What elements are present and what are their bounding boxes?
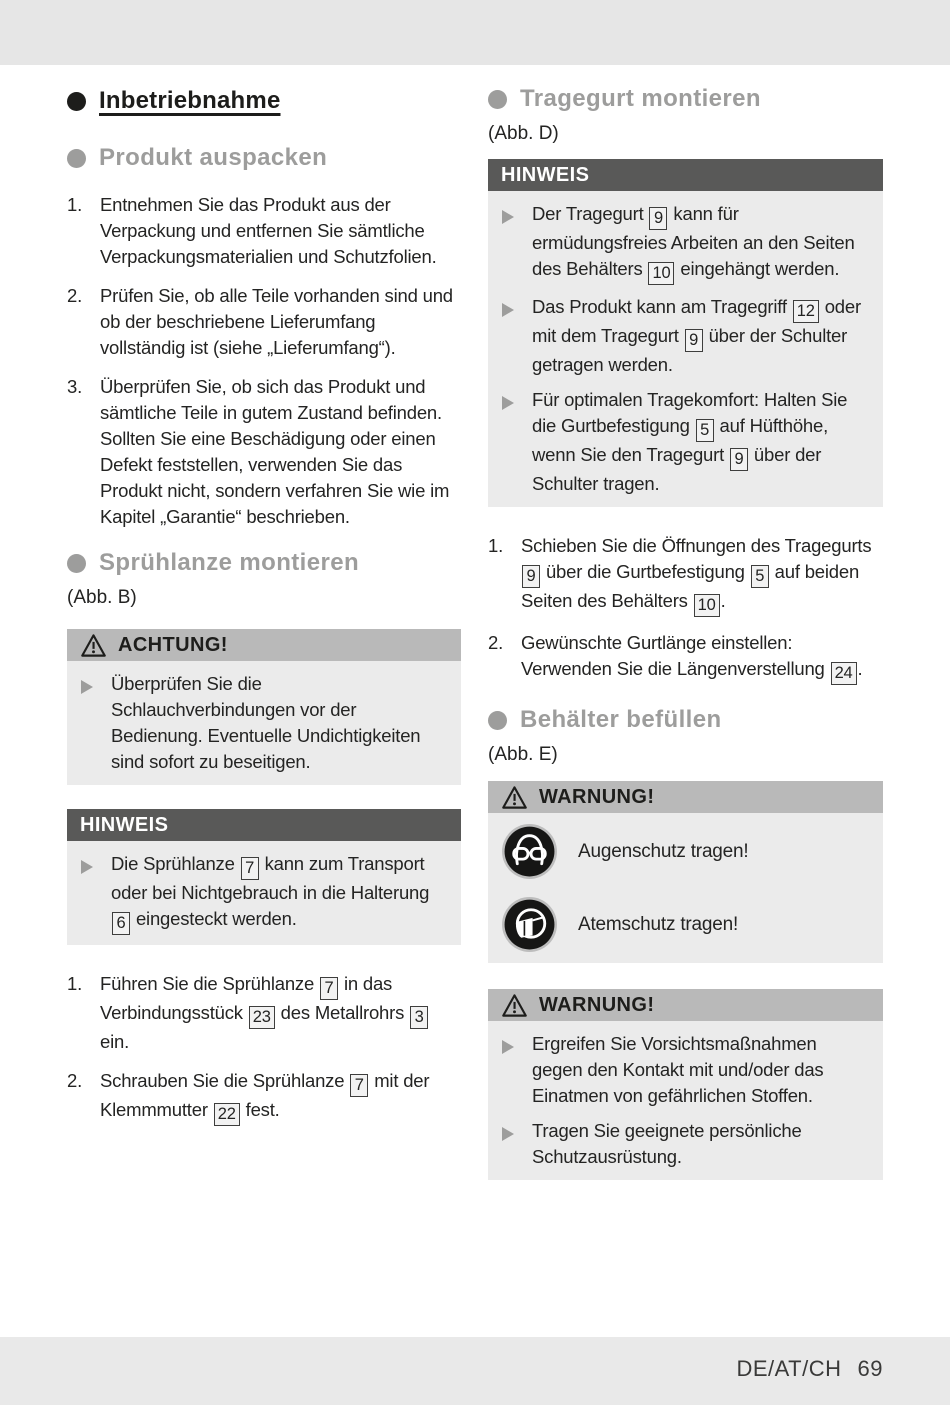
part-number-ref: 6 (112, 912, 130, 935)
bullet-text: Für optimalen Tragekomfort: Halten Sie die Gurtbefestigung 5 auf Hüfthöhe, wenn Sie den Tragegurt 9 über der Schulter tragen. (532, 389, 848, 494)
list-item (488, 533, 883, 617)
step-text: Schieben Sie die Öffnungen des Tragegurts 9 über die Gurtbefestigung 5 auf beiden Seiten des Behälters 10 . (521, 533, 883, 617)
section-title: Behälter befüllen (520, 706, 722, 733)
right-column (488, 65, 883, 1180)
section-bullet-icon (488, 90, 507, 109)
unpack-steps-list (67, 192, 461, 530)
warning-triangle-icon (80, 633, 107, 658)
section-bullet-icon (67, 92, 86, 111)
arrow-bullet-icon (80, 851, 111, 935)
ppe-row-eye (501, 823, 871, 880)
section-heading-tragegurt (488, 84, 883, 114)
arrow-bullet-icon (501, 201, 532, 285)
step-number: 1. (67, 973, 83, 994)
figure-reference: (Abb. D) (488, 123, 559, 144)
part-number-ref: 12 (793, 300, 819, 323)
step-number: 2. (67, 285, 83, 306)
footer-region: DE/AT/CH (736, 1356, 842, 1381)
part-number-ref: 24 (831, 662, 857, 685)
note-bullet (501, 387, 871, 497)
step-text: Prüfen Sie, ob alle Teile vorhanden sind und ob der beschriebene Lieferumfang vollständig ist (siehe „Lieferumfang“). (100, 285, 453, 358)
bullet-text: Überprüfen Sie die Schlauchverbindungen vor der Bedienung. Eventuelle Undichtigkeiten sind sofort zu beseitigen. (111, 673, 421, 772)
ppe-label: Atemschutz tragen! (578, 913, 739, 935)
footer-page-label (736, 1356, 883, 1382)
part-number-ref: 9 (522, 565, 540, 588)
step-number: 1. (488, 535, 504, 556)
part-number-ref: 22 (214, 1103, 240, 1126)
box-title: HINWEIS (80, 813, 169, 836)
section-title: Tragegurt montieren (520, 85, 761, 112)
hinweis-box (488, 159, 883, 507)
list-item (67, 192, 461, 270)
step-number: 3. (67, 376, 83, 397)
section-heading-behaelter (488, 705, 883, 735)
note-bullet (80, 851, 449, 935)
note-bullet (501, 1031, 871, 1109)
warnung-box-body (488, 1021, 883, 1180)
note-bullet (501, 201, 871, 285)
section-bullet-icon (67, 554, 86, 573)
part-number-ref: 9 (685, 329, 703, 352)
bullet-text: Der Tragegurt 9 kann für ermüdungsfreies Arbeiten an den Seiten des Behälters 10 eingehängt werden. (532, 201, 871, 285)
list-item (67, 374, 461, 530)
warnung-box-header (488, 781, 883, 813)
lance-steps-list (67, 971, 461, 1126)
step-text: Entnehmen Sie das Produkt aus der Verpackung und entfernen Sie sämtliche Verpackungsmaterialien und Schutzfolien. (100, 194, 437, 267)
warnung-box-body (488, 813, 883, 963)
arrow-bullet-icon (501, 1031, 532, 1109)
part-number-ref: 5 (696, 419, 714, 442)
part-number-ref: 23 (249, 1006, 275, 1029)
part-number-ref: 5 (751, 565, 769, 588)
arrow-bullet-icon (501, 1118, 532, 1170)
part-number-ref: 3 (410, 1006, 428, 1029)
section-heading-spruehlanze (67, 548, 461, 578)
warning-triangle-icon (501, 993, 528, 1018)
figure-reference: (Abb. E) (488, 744, 558, 765)
warnung-box-header (488, 989, 883, 1021)
arrow-bullet-icon (80, 671, 111, 775)
hinweis-box-body (488, 191, 883, 507)
achtung-box (67, 629, 461, 785)
part-number-ref: 10 (648, 262, 674, 285)
section-heading-produkt-auspacken (67, 143, 461, 173)
eye-protection-icon (501, 823, 558, 880)
top-band (0, 0, 950, 65)
box-title: WARNUNG! (539, 785, 655, 808)
bullet-text: Das Produkt kann am Tragegriff 12 oder mit dem Tragegurt 9 über der Schulter getragen werden. (532, 296, 861, 375)
box-title: HINWEIS (501, 163, 590, 186)
achtung-box-header (67, 629, 461, 661)
section-title: Sprühlanze montieren (99, 549, 360, 576)
part-number-ref: 7 (350, 1074, 368, 1097)
left-column (67, 65, 461, 1139)
hinweis-box-header (67, 809, 461, 841)
bullet-text: Die Sprühlanze 7 kann zum Transport oder bei Nichtgebrauch in die Halterung 6 eingesteckt werden. (111, 851, 449, 935)
ppe-row-respirator (501, 896, 871, 953)
step-number: 1. (67, 194, 83, 215)
list-item (67, 971, 461, 1055)
section-heading-inbetriebnahme (67, 86, 461, 116)
step-number: 2. (67, 1070, 83, 1091)
achtung-box-body (67, 661, 461, 785)
step-text: Führen Sie die Sprühlanze 7 in das Verbindungsstück 23 des Metallrohrs 3 ein. (100, 971, 461, 1055)
figure-reference: (Abb. B) (67, 587, 137, 608)
section-title: Produkt auspacken (99, 144, 328, 171)
note-bullet (501, 294, 871, 378)
respirator-icon (501, 896, 558, 953)
list-item (488, 630, 883, 685)
note-bullet (501, 1118, 871, 1170)
step-text: Schrauben Sie die Sprühlanze 7 mit der Klemmmutter 22 fest. (100, 1068, 461, 1126)
ppe-label: Augenschutz tragen! (578, 840, 749, 862)
section-bullet-icon (67, 149, 86, 168)
part-number-ref: 7 (320, 977, 338, 1000)
part-number-ref: 10 (694, 594, 720, 617)
arrow-bullet-icon (501, 387, 532, 497)
part-number-ref: 9 (649, 207, 667, 230)
part-number-ref: 7 (241, 857, 259, 880)
list-item (67, 283, 461, 361)
note-bullet (80, 671, 449, 775)
box-title: WARNUNG! (539, 993, 655, 1016)
warnung-box-ppe (488, 781, 883, 963)
bullet-text: Tragen Sie geeignete persönliche Schutzausrüstung. (532, 1120, 802, 1167)
step-text: Gewünschte Gurtlänge einstellen: Verwenden Sie die Längenverstellung 24 . (521, 630, 883, 685)
list-item (67, 1068, 461, 1126)
footer-page-number: 69 (857, 1356, 883, 1381)
hinweis-box-body (67, 841, 461, 945)
step-text: Überprüfen Sie, ob sich das Produkt und sämtliche Teile in gutem Zustand befinden. Sollten Sie eine Beschädigung oder einen Defekt feststellen, verwenden Sie das Produkt nicht, sondern verfahren Sie wie im Kapitel „Garantie“ beschrieben. (100, 376, 450, 527)
box-title: ACHTUNG! (118, 633, 228, 656)
part-number-ref: 9 (730, 448, 748, 471)
section-bullet-icon (488, 711, 507, 730)
section-title: Inbetriebnahme (99, 87, 281, 114)
bullet-text: Ergreifen Sie Vorsichtsmaßnahmen gegen den Kontakt mit und/oder das Einatmen von gefährlichen Stoffen. (532, 1033, 824, 1106)
warning-triangle-icon (501, 785, 528, 810)
arrow-bullet-icon (501, 294, 532, 378)
strap-steps-list (488, 533, 883, 685)
step-number: 2. (488, 632, 504, 653)
hinweis-box (67, 809, 461, 945)
hinweis-box-header (488, 159, 883, 191)
warnung-box-substances (488, 989, 883, 1180)
